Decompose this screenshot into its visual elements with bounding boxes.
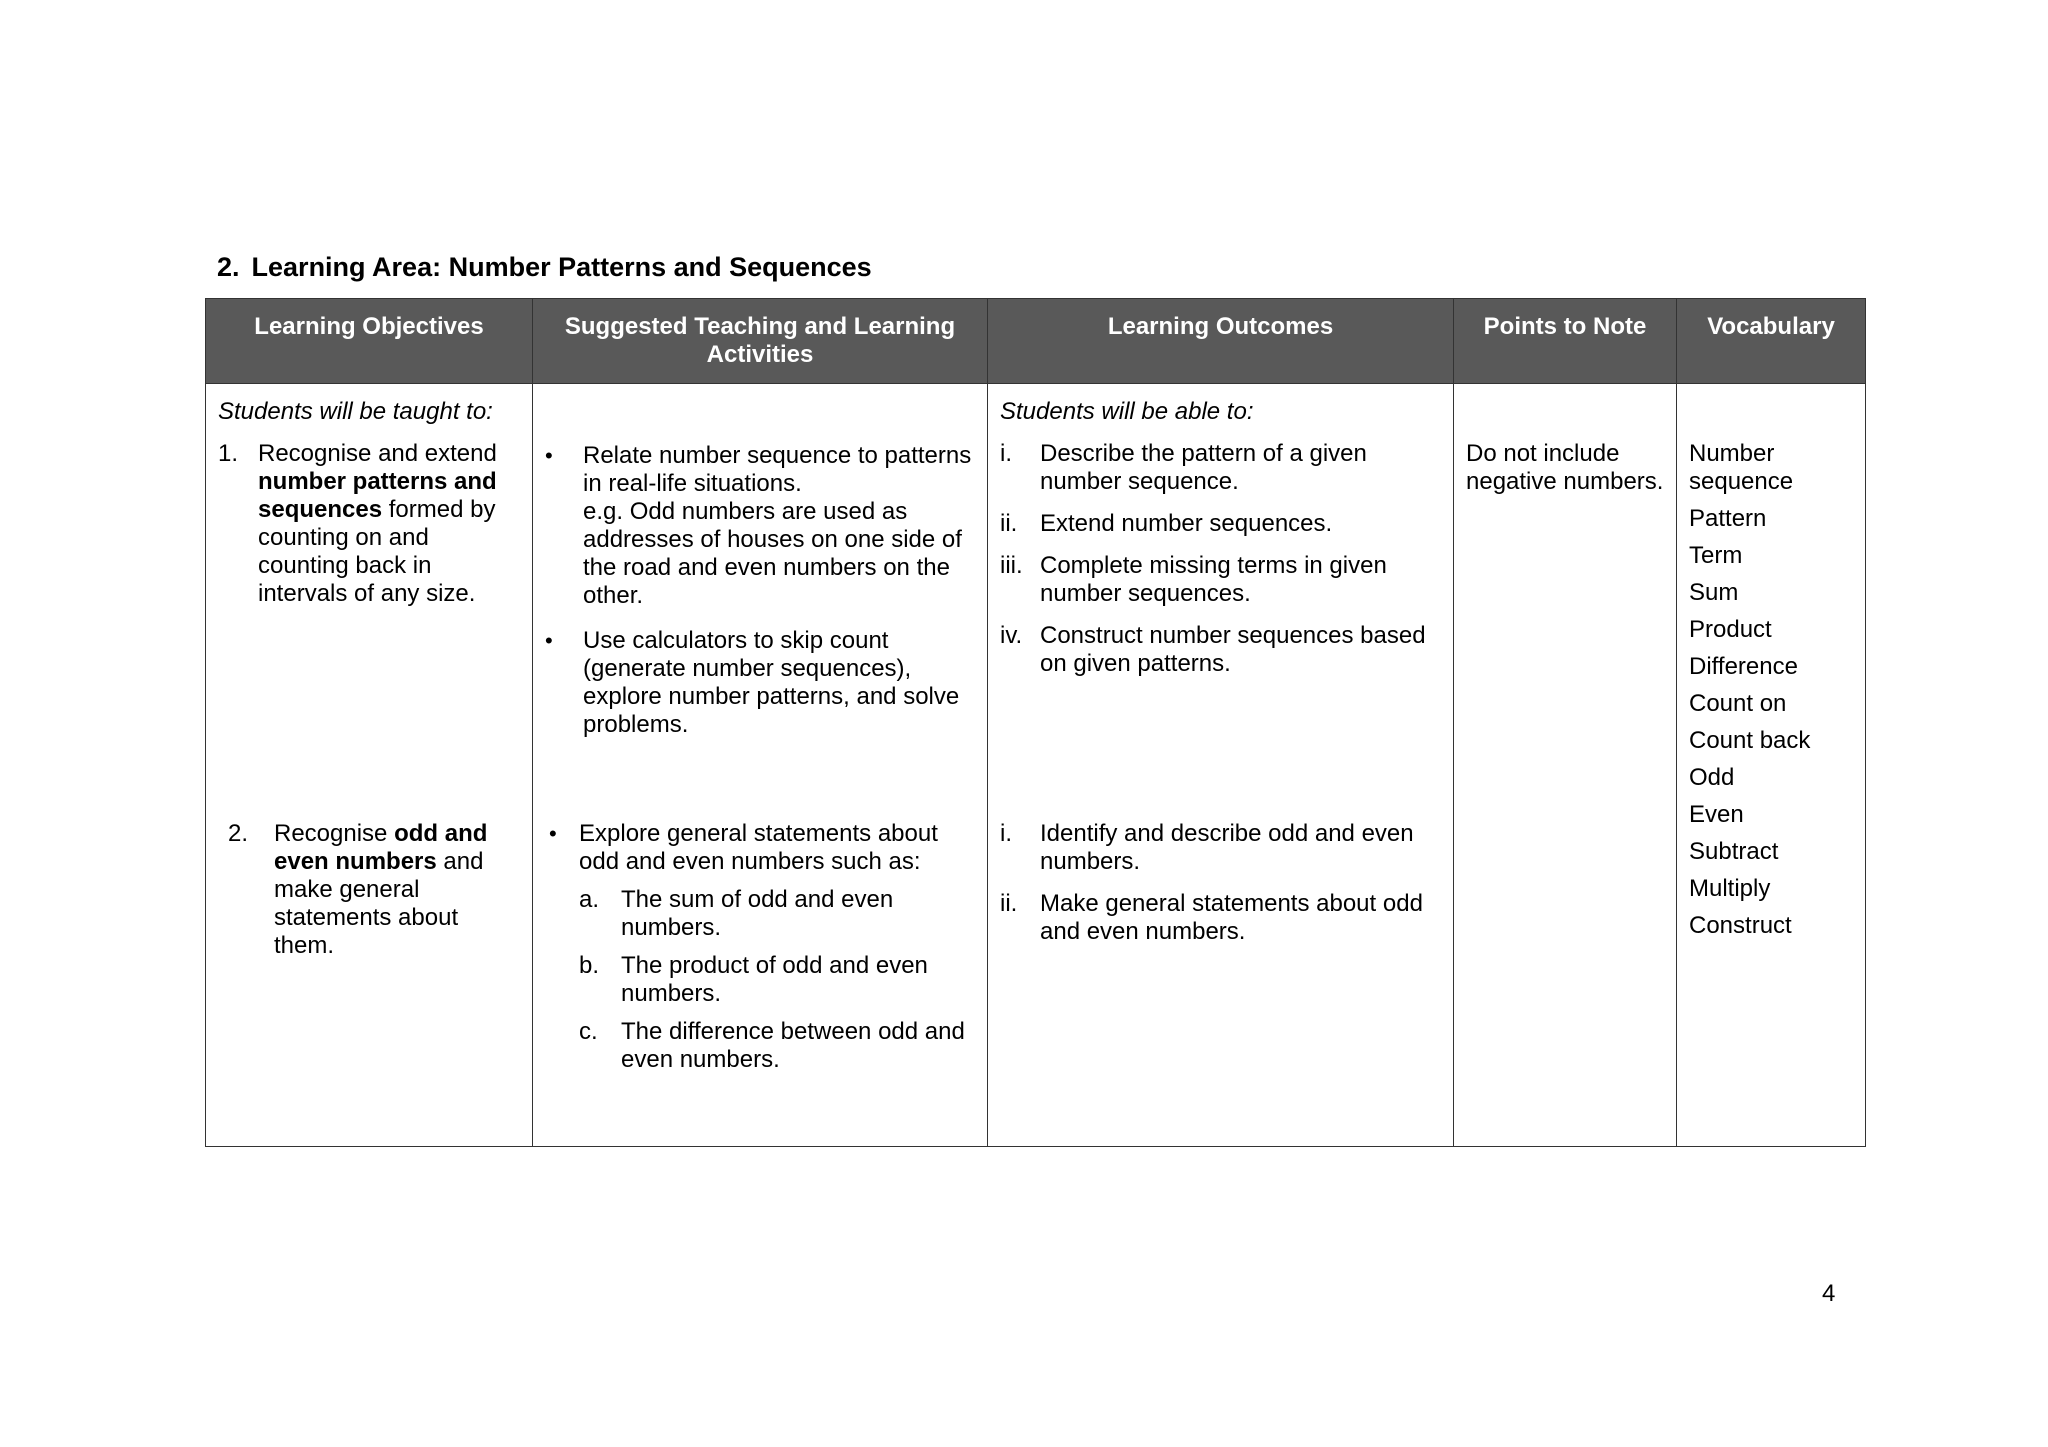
header-learning-objectives: Learning Objectives: [206, 299, 533, 384]
header-row: [206, 299, 1866, 384]
header-vocabulary: Vocabulary: [1677, 299, 1866, 384]
vocab-item: Count on: [1689, 690, 1787, 717]
activity-item-2: [545, 627, 985, 739]
outcomes-list-1: [1000, 440, 1440, 692]
objective-item-1: [218, 440, 518, 608]
activity-item-1: [545, 442, 985, 610]
vocab-item: Product: [1689, 616, 1772, 643]
outcome-item: iv. Construct number sequences based on given patterns.: [1000, 622, 1426, 677]
outcome-item: ii. Make general statements about odd and even numbers.: [1000, 890, 1423, 945]
bullet-icon: •: [545, 628, 553, 653]
activities-cell: [533, 384, 988, 1147]
vocab-item: Even: [1689, 801, 1744, 828]
vocab-item: Construct: [1689, 912, 1792, 939]
sub-item-a: a. The sum of odd and even numbers.: [579, 886, 894, 941]
objective-text: Recognise and extend number patterns and sequences formed by counting on and counting back in intervals of any size.: [258, 440, 497, 607]
points-to-note-text: Do not include negative numbers.: [1466, 440, 1664, 495]
points-to-note-cell: [1454, 384, 1677, 1147]
objective-item-2: [228, 820, 513, 960]
objectives-cell: [206, 384, 533, 1147]
vocab-item: Pattern: [1689, 505, 1767, 532]
vocab-item: Subtract: [1689, 838, 1779, 865]
section-title: [217, 252, 872, 283]
sub-item-c: c. The difference between odd and even numbers.: [579, 1018, 965, 1073]
section-number: 2.: [217, 252, 240, 282]
vocab-item: Difference: [1689, 653, 1798, 680]
header-teaching-activities: Suggested Teaching and Learning Activities: [533, 299, 988, 384]
activity-text: Explore general statements about odd and even numbers such as:: [579, 820, 938, 875]
vocab-item: Term: [1689, 542, 1743, 569]
activity-sub-list: [579, 886, 969, 1074]
outcomes-cell: [988, 384, 1454, 1147]
syllabus-table: [205, 298, 1866, 1147]
header-learning-outcomes: Learning Outcomes: [988, 299, 1454, 384]
page-number: 4: [1822, 1280, 1836, 1307]
objectives-intro: Students will be taught to:: [218, 398, 493, 425]
section-heading: Learning Area: Number Patterns and Sequences: [251, 252, 872, 282]
sub-item-b: b. The product of odd and even numbers.: [579, 952, 928, 1007]
bullet-icon: •: [549, 821, 557, 846]
header-points-to-note: Points to Note: [1454, 299, 1677, 384]
activity-item-3: [549, 820, 969, 1084]
vocab-item: Sum: [1689, 579, 1739, 606]
vocabulary-cell: [1677, 384, 1866, 1147]
content-row: [206, 384, 1866, 1147]
vocab-item: Odd: [1689, 764, 1735, 791]
objective-number: 2.: [228, 820, 249, 847]
vocab-item: Number sequence: [1689, 440, 1794, 495]
objective-number: 1.: [218, 440, 239, 467]
vocab-item: Count back: [1689, 727, 1811, 754]
vocab-item: Multiply: [1689, 875, 1771, 902]
outcome-item: ii. Extend number sequences.: [1000, 510, 1333, 537]
bullet-icon: •: [545, 443, 553, 468]
outcome-item: iii. Complete missing terms in given number sequences.: [1000, 552, 1387, 607]
outcome-item: i. Describe the pattern of a given number sequence.: [1000, 440, 1367, 495]
outcomes-intro: Students will be able to:: [1000, 398, 1254, 425]
objective-text: Recognise odd and even numbers and make general statements about them.: [274, 820, 488, 959]
activity-text: Use calculators to skip count (generate number sequences), explore number patterns, and solve problems.: [583, 627, 960, 738]
outcomes-list-2: [1000, 820, 1440, 960]
activity-note: e.g. Odd numbers are used as addresses of houses on one side of the road and even numbers on the other.: [583, 498, 962, 609]
outcome-item: i. Identify and describe odd and even numbers.: [1000, 820, 1414, 875]
activity-text: Relate number sequence to patterns in real-life situations.: [583, 442, 972, 497]
vocabulary-list: [1689, 440, 1849, 949]
